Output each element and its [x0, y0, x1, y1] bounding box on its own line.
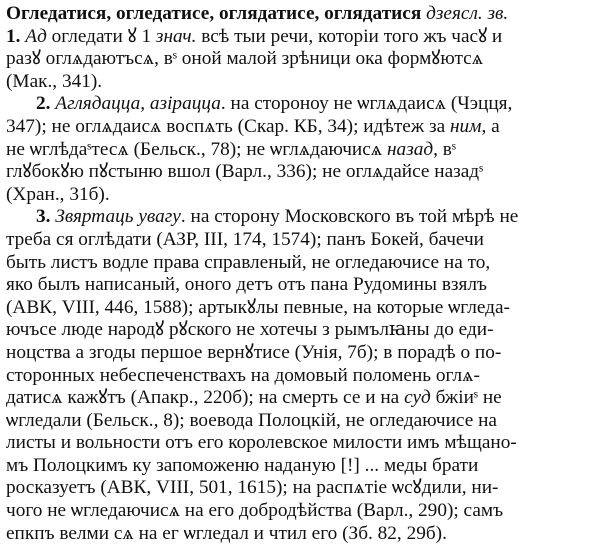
text-segment: назад — [386, 138, 434, 160]
text-segment: Звяртаць увагу — [55, 206, 181, 228]
text-segment: ѡгледали (Бельск., 8); воевода Полоцкій, не огледаючисе на — [6, 409, 497, 431]
text-line — [6, 139, 589, 162]
text-segment: (Мак., 341). — [6, 70, 103, 92]
sense-1 — [6, 26, 589, 94]
part-of-speech: дзеясл. зв. — [426, 3, 509, 24]
text-segment: , а — [481, 115, 500, 137]
text-line — [6, 116, 589, 139]
text-segment: ноцства а згоды першое вернꙋтисе (Унія, 7б); в порадѣ о по- — [6, 341, 502, 363]
text-segment: , вˢ — [433, 138, 456, 160]
text-line — [6, 229, 589, 252]
text-line — [6, 523, 589, 546]
text-segment: ючъсе люде народꙋ рꙋского не хотечы з рымълꙗны до еди- — [6, 319, 494, 341]
text-line — [6, 387, 589, 410]
text-segment: . на сторону Московского въ той мѣрѣ не — [180, 206, 519, 228]
text-line — [6, 48, 589, 71]
text-segment: епкпъ велми сѧ на ег ѡгледал и чтил его (Зб. 82, 29б). — [6, 522, 447, 544]
text-line — [6, 455, 589, 478]
text-line — [6, 206, 589, 229]
sense-number: 2. — [36, 93, 51, 115]
text-segment: Аглядацца, азірацца — [55, 93, 221, 115]
text-line — [6, 432, 589, 455]
text-line — [6, 184, 589, 207]
entry-header — [6, 3, 589, 26]
text-segment: Ад — [25, 25, 47, 47]
text-line — [6, 161, 589, 184]
text-segment: всѣ тыи речи, которіи того жъ часꙋ и — [196, 25, 503, 47]
text-segment: . на стороноу не ѡглѧдаисѧ (Чэцця, — [220, 93, 513, 115]
headword: Огледатися, огледатисе, оглядатисе, оглядатися — [6, 3, 422, 24]
sense-2 — [6, 93, 589, 206]
text-segment: разꙋ оглѧдаютъсѧ, вˢ оной малой зрѣници ока формꙋютсѧ — [6, 48, 484, 70]
text-line — [6, 71, 589, 94]
text-line — [6, 410, 589, 433]
text-line — [6, 365, 589, 388]
text-segment: знач. — [155, 25, 197, 47]
text-line — [6, 252, 589, 275]
text-segment: яко былъ написаный, оного детъ отъ пана Рудомины взялъ — [6, 274, 488, 296]
text-segment: (АВК, VIII, 446, 1588); артыкꙋлы певные, на которые ѡгледа- — [6, 296, 510, 318]
text-segment: мъ Полоцкимъ ку запоможеню наданую [!] ... меды брати — [6, 454, 479, 476]
text-segment: (Хран., 31б). — [6, 183, 110, 205]
text-segment: глꙋбокꙋю пꙋстыню вшол (Варл., 336); не оглѧдайсе назадˢ — [6, 161, 484, 183]
text-line — [6, 93, 589, 116]
text-segment: огледати ꙋ 1 — [46, 25, 156, 47]
text-line — [6, 274, 589, 297]
text-segment: ним — [449, 115, 482, 137]
sense-number: 3. — [36, 206, 51, 228]
sense-number: 1. — [6, 25, 21, 47]
text-segment: бжіиˢ не — [430, 387, 502, 409]
text-line — [6, 26, 589, 49]
text-segment: треба ся оглѣдати (АЗР, III, 174, 1574); панъ Бокей, бачечи — [6, 228, 484, 250]
text-line — [6, 477, 589, 500]
text-segment: листы и вольности отъ его королевское милости имъ мѣщано- — [6, 432, 517, 454]
senses-list — [6, 26, 589, 546]
text-line — [6, 297, 589, 320]
text-segment: быть листъ водле права справленый, не огледаючисе на то, — [6, 251, 491, 273]
text-line — [6, 342, 589, 365]
text-segment: росказуетъ (АВК, VIII, 501, 1615); на распѧтіе ѡсꙋдили, ни- — [6, 477, 499, 499]
text-segment: сторонных небеспеченствахъ на домовый поломень оглѧ- — [6, 364, 480, 386]
text-segment: суд — [404, 387, 431, 409]
text-segment: 347); не оглѧдаисѧ воспѧть (Скар. КБ, 34); идѣтеж за — [6, 115, 450, 137]
text-segment: не ѡглѣдаˢтесѧ (Бельск., 78); не ѡглѧдаючисѧ — [6, 138, 387, 160]
text-segment: чого не ѡгледаючисѧ на его добродѣйства (Варл., 290); самъ — [6, 500, 504, 522]
sense-3 — [6, 206, 589, 545]
text-line — [6, 319, 589, 342]
text-segment: датисѧ кажꙋтъ (Апакр., 220б); на смерть се и на — [6, 387, 405, 409]
text-line — [6, 500, 589, 523]
